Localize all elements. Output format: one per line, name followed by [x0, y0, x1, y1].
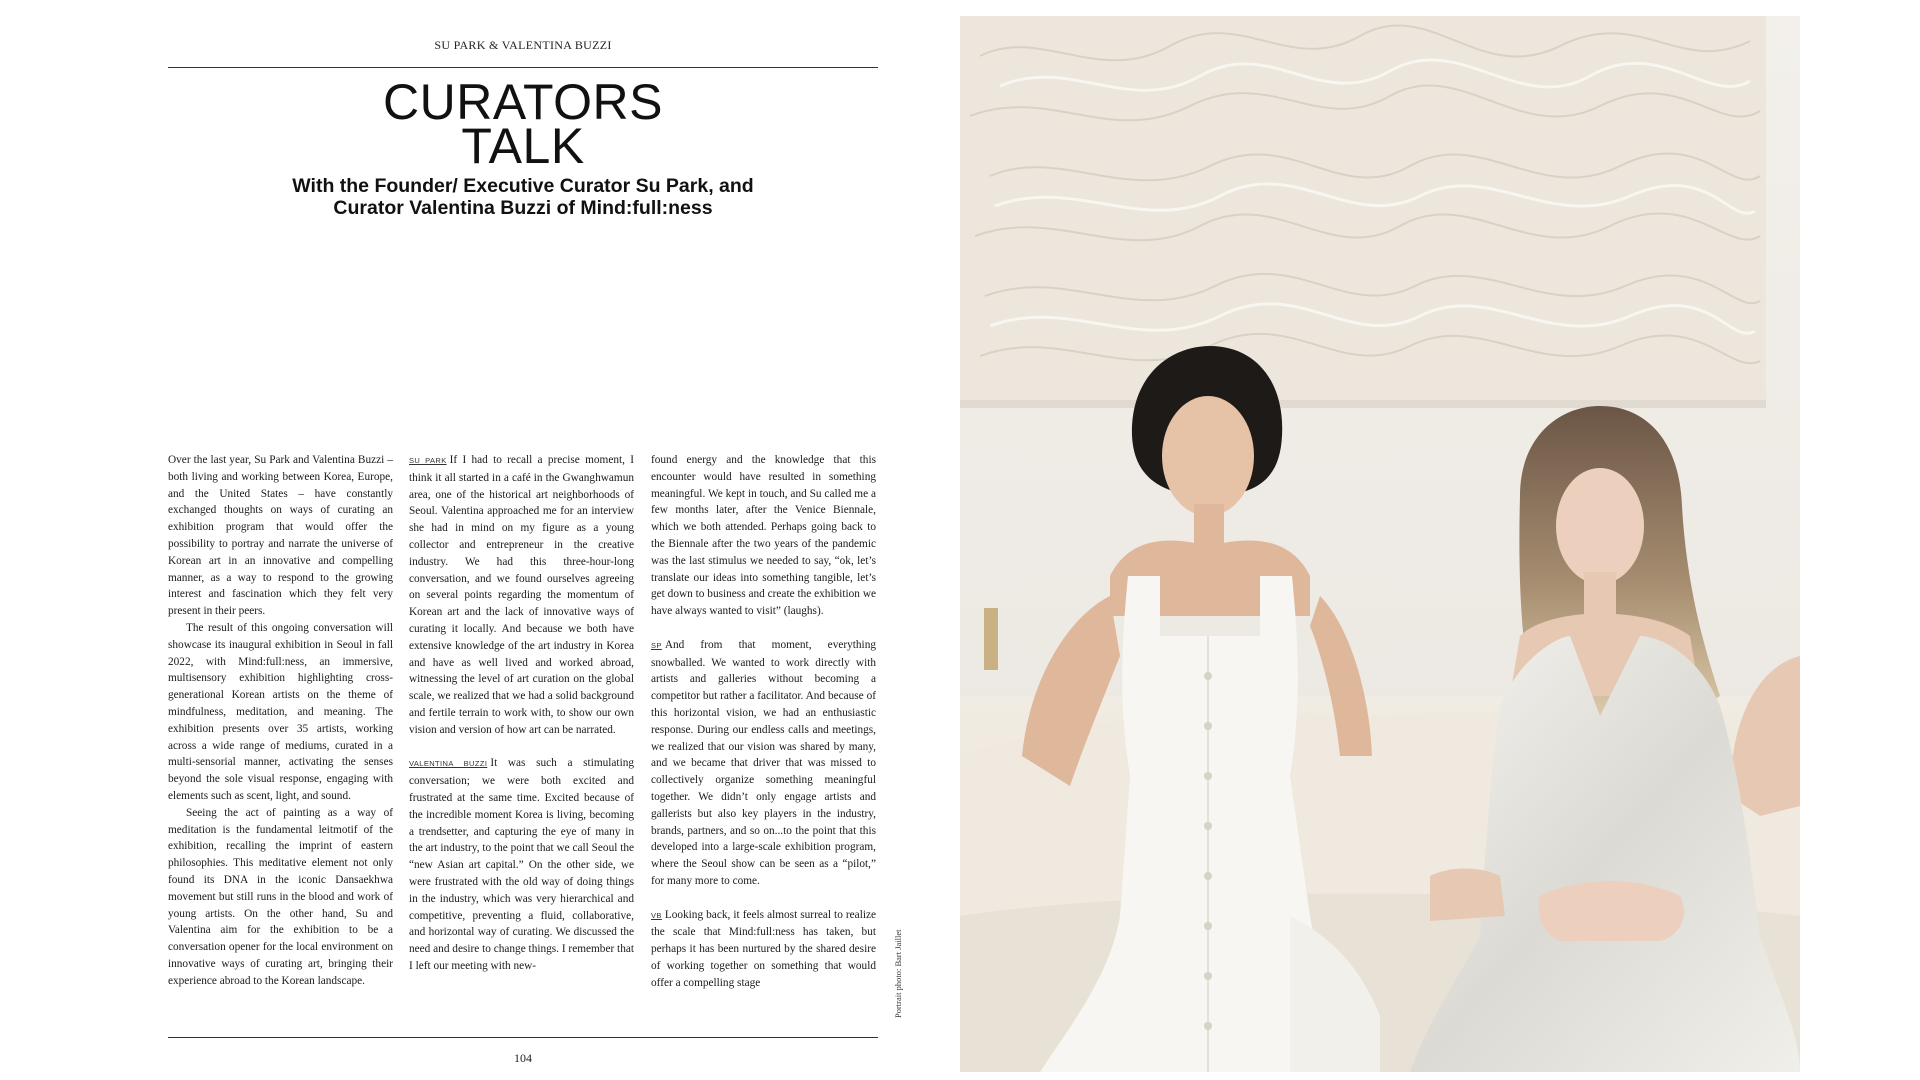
- page-number: 104: [514, 1051, 532, 1065]
- intro-paragraph-1: Over the last year, Su Park and Valentina Buzzi – both living and working between Korea, Europe, and the United States – have constantly exchanged thoughts on ways of curating an exhibition program that would offer the possibility to portray and narrate the universe of Korean art in an innovative and compelling manner, as a way to respond to the growing interest and fascination which they felt very present in their peers.: [168, 454, 393, 618]
- photo-credit: Portrait photo: Bart Jaillet: [893, 929, 903, 1018]
- subtitle-line-2: Curator Valentina Buzzi of Mind:full:ness: [333, 197, 713, 219]
- answer-continuation: found energy and the knowledge that this encounter would have resulted in something meaningful. We kept in touch, and Su called me a few months later, after the Venice Biennale, which we both attended. Perhaps going back to the Biennale after the two years of the pandemic was the last stimulus we needed to say, “ok, let’s translate our ideas into something tangible, let’s get down to business and create the exhibition we have always wanted to visit” (laughs).: [651, 454, 876, 618]
- top-rule: [168, 67, 878, 68]
- portrait-illustration: [960, 16, 1800, 1072]
- speaker-label-valentina-buzzi: VALENTINA BUZZI: [409, 759, 488, 769]
- answer-valentina-buzzi-2: [651, 907, 876, 992]
- textured-artwork: [960, 16, 1766, 408]
- intro-paragraph-2: The result of this ongoing conversation will showcase its inaugural exhibition in Seoul in fall 2022, with Mind:full:ness, an immersive, multisensory exhibition highlighting cross-generational Korean artists on the theme of mindfulness, meditation, and meaning. The exhibition presents over 35 artists, working across a wide range of mediums, curated in a multi-sensorial manner, activating the senses beyond the sole visual response, engaging with elements such as scent, light, and sound.: [168, 621, 393, 802]
- answer-valentina-buzzi-1: [409, 755, 634, 974]
- title-line-2: TALK: [461, 118, 585, 174]
- running-head: SU PARK & VALENTINA BUZZI: [434, 38, 612, 52]
- text-column-1: [168, 452, 393, 990]
- answer-su-park-1: [409, 452, 634, 739]
- text-column-2: [409, 452, 634, 975]
- speaker-label-sp: SP: [651, 640, 662, 650]
- answer-text: And from that moment, everything snowballed. We wanted to work directly with artists and galleries without becoming a competitor but rather a facilitator. And because of this horizontal vision, we had an enthusiastic response. During our endless calls and meetings, we realized that our vision was shared by many, and we became that driver that was missed to collectively organize something meaningful together. We didn’t only engage artists and gallerists but also key players in the industry, brands, partners, and so on...to the point that this developed into a large-scale exhibition program, where the Seoul show can be seen as a “pilot,” for many more to come.: [651, 638, 876, 887]
- answer-text: It was such a stimulating conversation; we were both excited and frustrated at the same time. Excited because of the incredible moment Korea is living, becoming a trendsetter, and capturing the eye of many in the art industry, to the point that we call Seoul the “new Asian art capital.” On the other side, we were frustrated with the old way of doing things in the industry, which was very hierarchical and competitive, preventing a fluid, collaborative, and horizontal way of curating. We discussed the need and desire to change things. I remember that I left our meeting with new-: [409, 757, 634, 972]
- article-subtitle: [168, 175, 878, 219]
- speaker-label-vb: VB: [651, 910, 662, 920]
- bottom-rule: [168, 1037, 878, 1038]
- title-line-1: CURATORS: [383, 74, 663, 130]
- portrait-photo: [960, 16, 1800, 1072]
- wall-plate: [984, 608, 998, 670]
- speaker-label-su-park: SU PARK: [409, 456, 447, 465]
- subtitle-line-1: With the Founder/ Executive Curator Su Park, and: [292, 175, 754, 197]
- article-title: [168, 74, 878, 174]
- answer-text: Looking back, it feels almost surreal to realize the scale that Mind:full:ness has taken, but perhaps it has been nurtured by the shared desire of working together on something that would offer a compelling stage: [651, 908, 876, 989]
- intro-paragraph-3: Seeing the act of painting as a way of meditation is the fundamental leitmotif of the exhibition, recalling the imprint of eastern philosophies. This meditative element not only found its DNA in the iconic Dansaekhwa movement but still runs in the blood and work of young artists. On the other hand, Su and Valentina aim for the exhibition to be a conversation opener for the local environment on innovative ways of curating art, bringing their experience abroad to the Korean landscape.: [168, 806, 393, 987]
- text-column-3: [651, 452, 876, 992]
- answer-text: If I had to recall a precise moment, I think it all started in a café in the Gwanghwamun area, one of the historical art neighborhoods of Seoul. Valentina approached me for an interview she had in mind on my figure as a young collector and entrepreneur in the creative industry. We had this three-hour-long conversation, and we found ourselves agreeing on several points regarding the momentum of Korean art and the lack of innovative ways of curating it locally. And because we both have extensive knowledge of the art industry in Korea and have as well lived and worked abroad, witnessing the level of art curation on the global scale, we realized that we had a solid background and fertile terrain to work with, to show our own vision and version of how art can be narrated.: [409, 454, 635, 736]
- answer-su-park-2: [651, 637, 876, 890]
